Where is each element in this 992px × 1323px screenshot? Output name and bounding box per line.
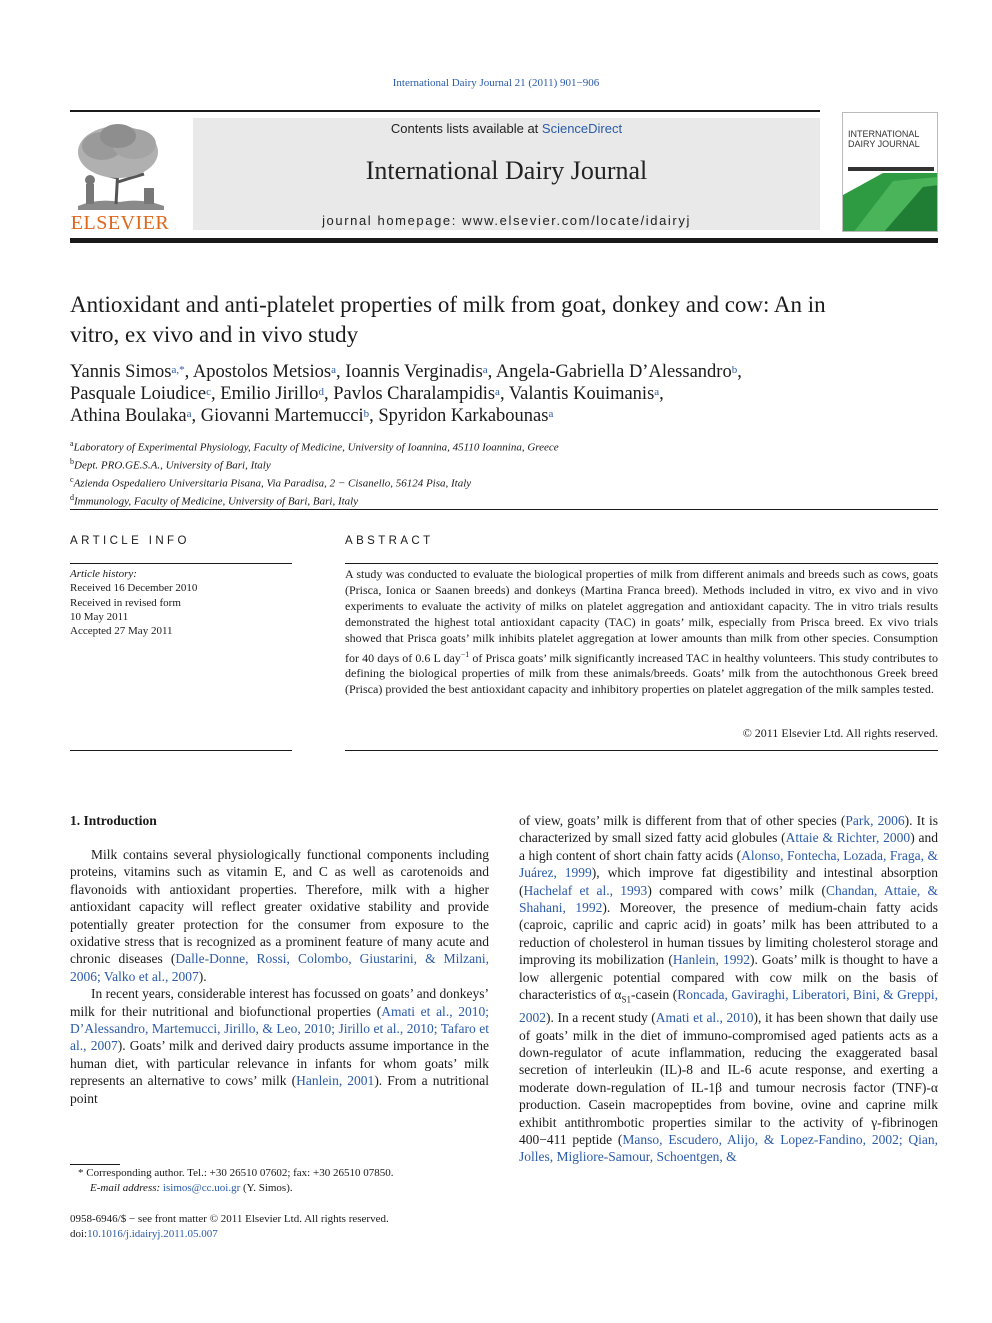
abstract-heading: ABSTRACT	[345, 535, 434, 547]
author-affiliation-marker[interactable]: d	[318, 386, 324, 398]
cover-subtitle-bar	[848, 167, 934, 171]
text: ). In a recent study (	[546, 1010, 656, 1026]
text: ).	[198, 968, 207, 984]
author-separator: ,	[499, 384, 509, 404]
email-suffix: (Y. Simos).	[240, 1182, 293, 1194]
citation-link[interactable]: Manso, Escudero, Alijo, & Lopez-Fandino, 2002; Qian, Jolles, Migliore-Samour, Schoentgen, &	[519, 1132, 938, 1165]
author-separator: ,	[323, 384, 334, 404]
abstract-part: A study was conducted to evaluate the biological properties of milk from different animals and breeds such as cows, goats (Prisca, Ionica or Saanen breeds) and donkeys (Martina Franca breed). Methods included in vitro, ex vivo and in vivo experiments to evaluate the activity of milks on platelet aggregation and antioxidant capacity. The in vitro trials results demonstrated the highest total antioxidant capacity (TAC) in goats’ milk, especially from Prisca breed. Ex vivo trials showed that Prisca goats’ milk inhibits platelet aggregation at lower amounts than milk from other species. Consumption for 40 days of 0.6 L day	[345, 567, 938, 665]
author-name[interactable]: Spyridon Karkabounas	[378, 406, 549, 426]
paragraph	[70, 846, 489, 985]
affiliation-text: Dept. PRO.GE.S.A., University of Bari, Italy	[74, 459, 271, 472]
citation-link[interactable]: Alonso, Fontecha, Lozada, Fraga, & Juárez, 1999	[519, 847, 938, 881]
history-item: Accepted 27 May 2011	[70, 625, 173, 638]
publisher-wordmark[interactable]: ELSEVIER	[70, 212, 170, 234]
section-heading-introduction: 1. Introduction	[70, 813, 157, 828]
doi-link[interactable]: 10.1016/j.idairyj.2011.05.007	[87, 1227, 218, 1240]
affiliation-text: Laboratory of Experimental Physiology, Faculty of Medicine, University of Ioannina, 45110 Ioannina, Greece	[73, 441, 559, 454]
author-name[interactable]: Athina Boulaka	[70, 406, 187, 426]
author-separator: ,	[335, 362, 346, 382]
citation-link[interactable]: Dalle-Donne, Rossi, Colombo, Giustarini, & Milzani, 2006; Valko et al., 2007	[70, 951, 489, 984]
article-info-bottom-rule	[70, 750, 292, 751]
affiliation-key: a	[70, 439, 74, 448]
article-info-heading: ARTICLE INFO	[70, 535, 190, 547]
text: In recent years, considerable interest has focussed on goats’ and donkeys’ milk for their nutritional and biofunctional properties (	[70, 986, 489, 1019]
affiliation-text: Azienda Ospedaliero Universitaria Pisana, Via Paradisa, 2 − Cisanello, 56124 Pisa, Italy	[73, 477, 472, 490]
citation-link[interactable]: Hachelaf et al., 1993	[523, 882, 648, 898]
author-separator: ,	[184, 362, 193, 382]
affiliation	[70, 437, 890, 455]
author-name[interactable]: Emilio Jirillo	[220, 384, 319, 404]
author-name[interactable]: Yannis Simos	[70, 362, 172, 382]
affiliation	[70, 473, 890, 491]
affiliation	[70, 491, 890, 509]
text: ), which improve fat digestibility and intestinal absorption (	[519, 865, 938, 898]
article-info-rule	[70, 563, 292, 564]
author-affiliation-marker[interactable]: c	[206, 386, 212, 398]
abstract-superscript: −1	[460, 649, 470, 659]
history-label: Article history:	[70, 568, 137, 580]
paragraph	[70, 985, 489, 1107]
doi-line	[70, 1227, 490, 1242]
front-matter-info	[70, 1212, 490, 1241]
citation-link[interactable]: Amati et al., 2010; D’Alessandro, Martemucci, Jirillo, & Leo, 2010; Jirillo et al., 2010; Tafaro et al., 2007	[70, 1003, 489, 1054]
section-rule	[70, 509, 938, 510]
author-affiliation-marker[interactable]: b	[731, 364, 738, 376]
affiliation-key: d	[70, 493, 74, 503]
text: ). Goats’ milk is thought to have a low allergenic potential compared with cow milk on the basis of characteristics of α	[519, 952, 938, 1003]
author-separator: ,	[487, 362, 496, 382]
text: Milk contains several physiologically functional components including proteins, vitamins such as vitamin E, and C as well as carotenoids and flavonoids with antioxidant properties. Therefore, milk with a higher antioxidant capacity will reflect greater oxidative stability and provide potentially greater protection for the consumer from exposure to the oxidative stress that is recognized as a prominent feature of many acute and chronic diseases (	[70, 847, 489, 967]
journal-cover-thumbnail[interactable]	[842, 112, 938, 232]
email-line	[70, 1181, 490, 1196]
footnotes	[70, 1166, 490, 1196]
contents-prefix: Contents lists available at	[390, 121, 542, 136]
abstract-part: of Prisca goats’ milk significantly increased TAC in healthy volunteers. This study contributes to defining the biological properties of milk from these animals/breeds. Goats’ milk from the autochthonous Greek breed (Prisca) provided the best antioxidant capacity and inhibitory properties on platelet aggregation of the milk samples tested.	[345, 650, 938, 697]
author-name[interactable]: Valantis Kouimanis	[508, 384, 655, 404]
author-affiliation-marker[interactable]: b	[363, 408, 370, 420]
citation-link[interactable]: Hanlein, 2001	[296, 1073, 375, 1089]
footnote-rule	[70, 1164, 120, 1165]
citation-link[interactable]: Park, 2006	[845, 813, 905, 828]
text: ) compared with cows’ milk (	[647, 882, 826, 898]
citation-link[interactable]: Hanlein, 1992	[672, 952, 750, 968]
author-affiliation-marker[interactable]: a	[495, 386, 500, 398]
contents-availability	[193, 121, 820, 136]
body-column-left	[70, 846, 489, 1107]
author-name[interactable]: Ioannis Verginadis	[345, 362, 483, 382]
author-name[interactable]: Angela-Gabriella D’Alessandro	[495, 362, 732, 382]
author-separator: ,	[191, 406, 201, 426]
affiliation-list	[70, 437, 890, 510]
text: ) and a high content of short chain fatty acids (	[519, 830, 938, 863]
text: ). It is characterized by small sized fatty acid globules (	[519, 813, 939, 846]
article-title: Antioxidant and anti-platelet properties of milk from goat, donkey and cow: An in vitro, ex vivo and in vivo study	[70, 292, 826, 347]
text: -casein (	[631, 987, 678, 1003]
issn-line: 0958-6946/$ − see front matter © 2011 Elsevier Ltd. All rights reserved.	[70, 1213, 389, 1225]
author-name[interactable]: Giovanni Martemucci	[200, 406, 364, 426]
article-history	[70, 567, 300, 638]
history-item: 10 May 2011	[70, 610, 129, 623]
text: ). Moreover, the presence of medium-chain fatty acids (caproic, caprilic and capric acid) in goats’ milk has been attributed to a reduction of cholesterol in human tissues by limiting cholesterol storage and improving its mobilization (	[519, 900, 938, 968]
abstract-copyright: © 2011 Elsevier Ltd. All rights reserved.	[742, 726, 938, 740]
text: ), it has been shown that daily use of goats’ milk in the diet of immuno-compromised aged patients acts as a down-regulator of acute inflammation, reducing the exaggerated basal secretion of interleukin (IL)-8 and IL-6 acute response, and exerting a moderate down-regulation of IL-1β and tumour necrosis factor (TNF)-α production. Casein macropeptides from bovine, ovine and caprine milk exhibit antithrombotic properties similar to the activity of γ-fibrinogen 400−411 peptide (	[519, 1010, 938, 1147]
corresponding-author-note: * Corresponding author. Tel.: +30 26510 07602; fax: +30 26510 07850.	[78, 1167, 394, 1179]
author-affiliation-marker[interactable]: a,*	[171, 364, 185, 376]
journal-title: International Dairy Journal	[365, 156, 648, 185]
abstract-text	[345, 567, 938, 698]
author-affiliation-marker[interactable]: a	[482, 364, 488, 376]
author-name[interactable]: Pasquale Loiudice	[70, 384, 207, 404]
subscript: S1	[621, 994, 632, 1005]
text: ). Goats’ milk and derived dairy products assume importance in the human diet, with particular relevance in infants for whom goats’ milk represents an alternative to cows’ milk (	[70, 1038, 489, 1089]
cover-title: INTERNATIONAL DAIRY JOURNAL	[848, 129, 920, 149]
author-affiliation-marker[interactable]: a	[654, 386, 660, 398]
affiliation-text: Immunology, Faculty of Medicine, University of Bari, Bari, Italy	[74, 496, 359, 509]
journal-citation[interactable]: International Dairy Journal 21 (2011) 901−906	[392, 77, 600, 89]
author-separator: ,	[369, 406, 379, 426]
citation-link[interactable]: Chandan, Attaie, & Shahani, 1992	[519, 882, 939, 916]
citation-link[interactable]: Roncada, Gaviraghi, Liberatori, Bini, & Greppi, 2002	[519, 987, 938, 1026]
sciencedirect-link[interactable]: ScienceDirect	[541, 121, 623, 136]
abstract-bottom-rule	[345, 750, 938, 751]
citation-link[interactable]: Amati et al., 2010	[655, 1010, 754, 1026]
email-label: E-mail address:	[90, 1182, 161, 1194]
affiliation-key: c	[70, 475, 74, 485]
author-separator: ,	[211, 384, 221, 404]
affiliation	[70, 455, 890, 473]
history-item: Received in revised form	[70, 596, 181, 609]
body-column-right	[519, 812, 938, 1166]
affiliation-key: b	[70, 457, 74, 467]
history-item: Received 16 December 2010	[70, 582, 198, 595]
doi-label: doi:	[70, 1227, 88, 1240]
author-separator: ,	[737, 362, 742, 382]
author-name[interactable]: Pavlos Charalampidis	[333, 384, 496, 404]
citation-link[interactable]: Attaie & Richter, 2000	[785, 830, 911, 846]
author-separator: ,	[659, 384, 664, 404]
header-top-rule	[70, 110, 820, 112]
header-thick-rule	[70, 238, 938, 243]
author-list	[70, 361, 890, 427]
text: of view, goats’ milk is different from that of other species (	[519, 813, 846, 828]
author-affiliation-marker[interactable]: a	[186, 408, 192, 420]
author-affiliation-marker[interactable]: a	[548, 408, 554, 420]
text: ). From a nutritional point	[70, 1073, 489, 1106]
cover-artwork	[843, 173, 938, 232]
email-link[interactable]: isimos@cc.uoi.gr	[162, 1182, 241, 1194]
author-affiliation-marker[interactable]: a	[331, 364, 336, 376]
author-name[interactable]: Apostolos Metsios	[192, 362, 332, 382]
abstract-rule	[345, 563, 938, 564]
journal-homepage[interactable]: journal homepage: www.elsevier.com/locate/idairyj	[322, 213, 691, 228]
